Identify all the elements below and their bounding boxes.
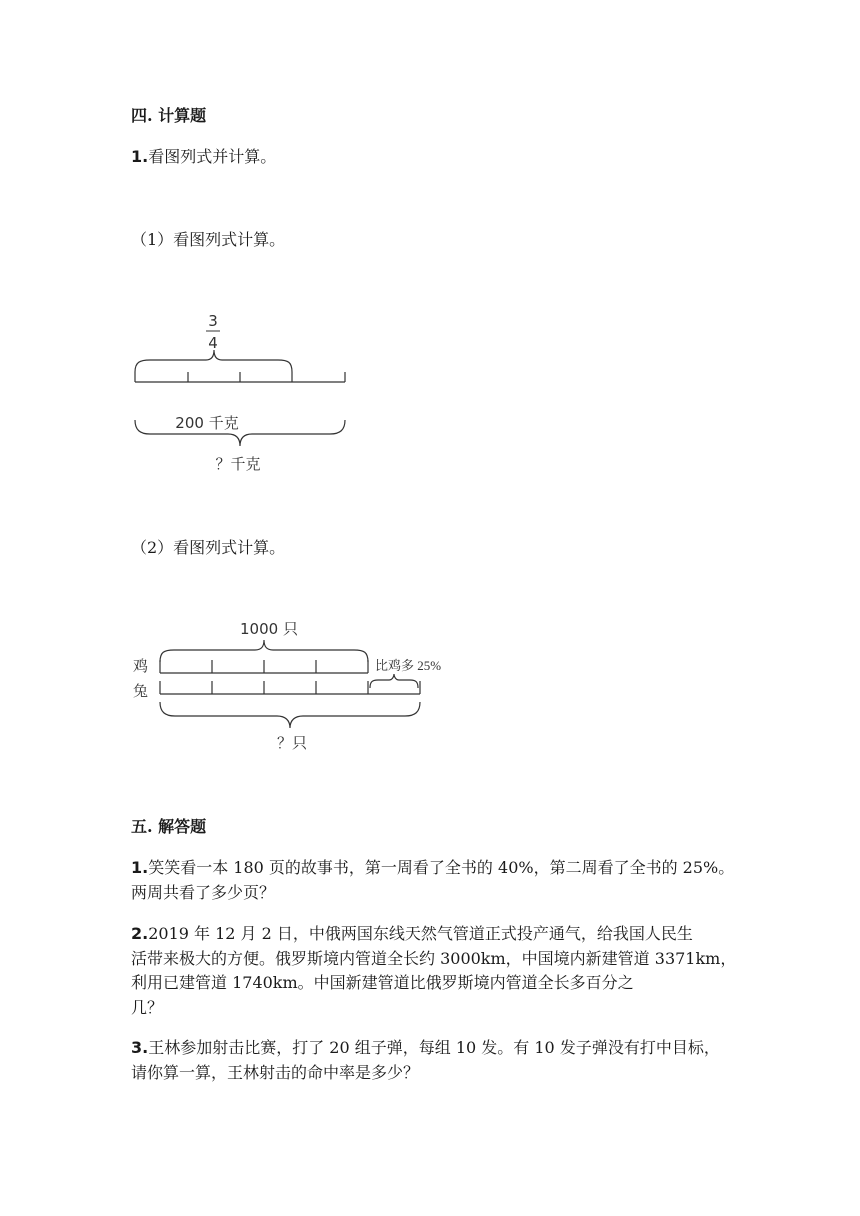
problem-2-line-4: 几？ <box>131 998 164 1017</box>
problem-3-line-1 <box>131 1037 720 1059</box>
bottom-label: ？只 <box>276 734 308 752</box>
bottom-brace <box>160 702 420 728</box>
problem-text: 笑笑看一本 180 页的故事书，第一周看了全书的 40%，第二周看了全书的 25%。 <box>148 858 735 877</box>
problem-1-line-1 <box>131 857 734 879</box>
problem-1-line-2: 两周共看了多少页？ <box>131 883 276 902</box>
problem-2-line-1 <box>131 923 693 945</box>
question-text: 看图列式并计算。 <box>148 147 277 166</box>
problem-2-line-2: 活带来极大的方便。俄罗斯境内管道全长约 3000km，中国境内新建管道 3371km， <box>131 949 737 968</box>
top-brace <box>160 640 368 662</box>
section-5-title: 五. 解答题 <box>131 817 207 836</box>
section-4-title: 四. 计算题 <box>131 106 207 125</box>
top-label: 1000 只 <box>240 620 298 638</box>
known-label: 200 千克 <box>175 414 239 432</box>
problem-number: 1. <box>131 858 149 877</box>
extra-brace <box>370 674 418 688</box>
unknown-label: ？千克 <box>215 455 261 473</box>
problem-number: 3. <box>131 1038 149 1057</box>
problem-text: 王林参加射击比赛，打了 20 组子弹，每组 10 发。有 10 发子弹没有打中目标， <box>148 1038 720 1057</box>
fraction-numerator: 3 <box>208 312 218 330</box>
problem-text: 2019 年 12 月 2 日，中俄两国东线天然气管道正式投产通气，给我国人民生 <box>148 924 693 943</box>
side-label: 比鸡多 25% <box>375 658 442 673</box>
chicken-label: 鸡 <box>133 657 149 675</box>
problem-3-line-2: 请你算一算，王林射击的命中率是多少？ <box>131 1063 420 1082</box>
problem-2-line-3: 利用已建管道 1740km。中国新建管道比俄罗斯境内管道全长多百分之 <box>131 973 634 992</box>
rabbit-label: 兔 <box>133 682 149 700</box>
question-number: 1. <box>131 147 149 166</box>
sub-question-2: （2）看图列式计算。 <box>131 538 286 557</box>
sub-question-1: （1）看图列式计算。 <box>131 230 286 249</box>
fraction-denominator: 4 <box>208 334 218 352</box>
problem-number: 2. <box>131 924 149 943</box>
